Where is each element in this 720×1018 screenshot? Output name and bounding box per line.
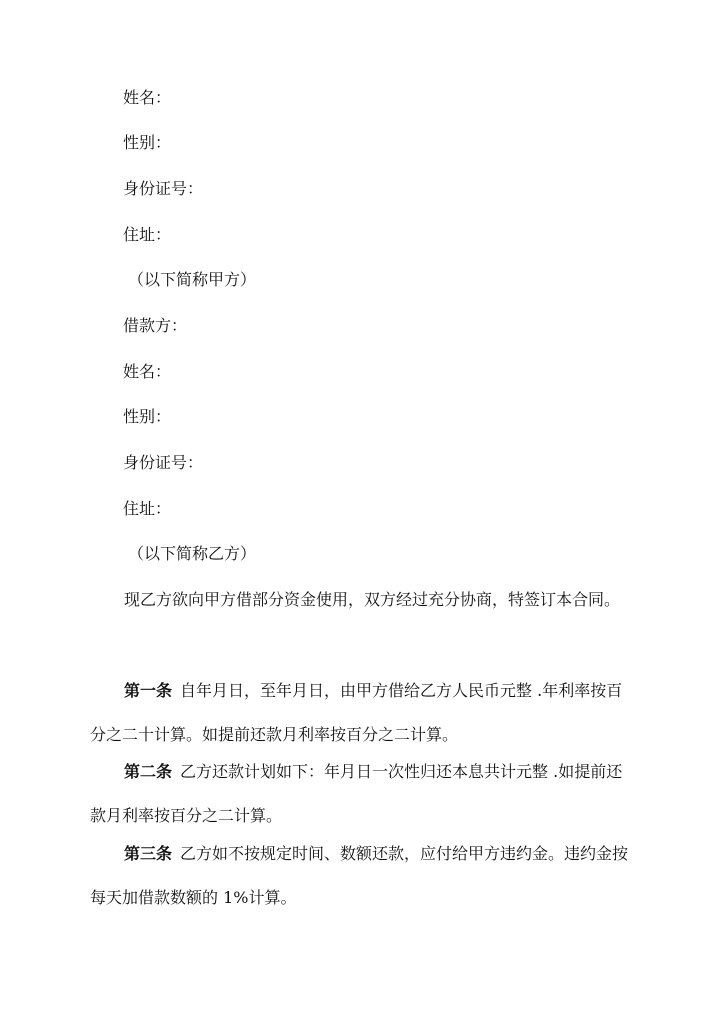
- article-3-label: 第三条: [124, 844, 173, 863]
- lender-id-label: 身份证号：: [123, 179, 204, 198]
- article-1-label: 第一条: [124, 681, 173, 700]
- article-2-text: 乙方还款计划如下：年月日一次性归还本息共计元整 .如提前还款月利率按百分之二计算。: [90, 762, 623, 825]
- article-2-label: 第二条: [124, 762, 173, 781]
- borrower-gender-label: 性别：: [123, 407, 172, 426]
- article-3: [90, 832, 638, 920]
- borrower-address-label: 住址：: [123, 499, 172, 518]
- intro-paragraph: 现乙方欲向甲方借部分资金使用，双方经过充分协商，特签订本合同。: [124, 590, 621, 609]
- lender-alias: （以下简称甲方）: [128, 270, 257, 289]
- borrower-alias: （以下简称乙方）: [128, 544, 257, 563]
- article-1: [90, 669, 638, 757]
- borrower-heading: 借款方：: [123, 316, 188, 335]
- borrower-id-label: 身份证号：: [123, 453, 204, 472]
- lender-address-label: 住址：: [123, 225, 172, 244]
- article-3-text: 乙方如不按规定时间、数额还款，应付给甲方违约金。违约金按每天加借款数额的 1%计算。: [90, 844, 629, 907]
- lender-name-label: 姓名：: [123, 88, 172, 107]
- article-1-text: 自年月日，至年月日，由甲方借给乙方人民币元整 .年利率按百分之二十计算。如提前还款月利率按百分之二计算。: [90, 681, 623, 744]
- article-2: [90, 750, 638, 838]
- borrower-name-label: 姓名：: [123, 362, 172, 381]
- lender-gender-label: 性别：: [123, 133, 172, 152]
